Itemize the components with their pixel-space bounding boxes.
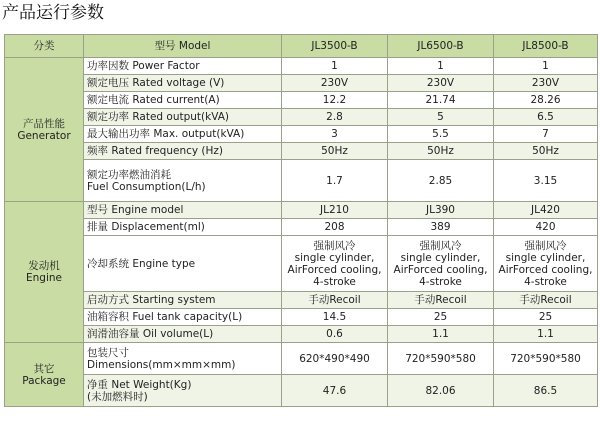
value-cell: JL390 <box>388 202 494 219</box>
param-cell: 最大输出功率 Max. output(kVA) <box>84 126 282 143</box>
value-cell: 1 <box>282 58 388 75</box>
value-cell: 12.2 <box>282 92 388 109</box>
param-line: 额定功率燃油消耗 <box>87 168 171 181</box>
value-cell: 25 <box>388 309 494 326</box>
param-cell: 润滑油容量 Oil volume(L) <box>84 326 282 343</box>
table-row <box>5 109 598 126</box>
group-package <box>5 343 84 407</box>
value-cell: 47.6 <box>282 375 388 407</box>
value-cell <box>494 236 598 292</box>
table-row <box>5 143 598 160</box>
value-cell: 手动Recoil <box>282 292 388 309</box>
param-cell: 频率 Rated frequency (Hz) <box>84 143 282 160</box>
param-cell: 型号 Engine model <box>84 202 282 219</box>
param-line: (未加燃料时) <box>87 390 148 403</box>
value-cell: 208 <box>282 219 388 236</box>
value-cell: JL420 <box>494 202 598 219</box>
value-cell: 手动Recoil <box>388 292 494 309</box>
table-row <box>5 219 598 236</box>
param-line: 包装尺寸 <box>87 346 129 359</box>
value-line: single cylinder, <box>294 251 375 264</box>
value-cell: 720*590*580 <box>388 343 494 375</box>
header-model-1: JL3500-B <box>282 35 388 58</box>
value-cell: 0.6 <box>282 326 388 343</box>
table-row <box>5 160 598 202</box>
table-row <box>5 58 598 75</box>
value-line: 4-stroke <box>524 275 567 288</box>
table-row <box>5 75 598 92</box>
param-cell: 额定电压 Rated voltage (V) <box>84 75 282 92</box>
value-line: AirForced cooling, <box>287 263 382 276</box>
value-cell <box>388 236 494 292</box>
value-cell: 2.85 <box>388 160 494 202</box>
value-cell: 28.26 <box>494 92 598 109</box>
group-label-en: Engine <box>26 272 62 284</box>
value-line: 4-stroke <box>419 275 462 288</box>
group-label-en: Package <box>22 374 66 387</box>
value-cell: 389 <box>388 219 494 236</box>
param-cell: 油箱容积 Fuel tank capacity(L) <box>84 309 282 326</box>
param-line: Fuel Consumption(L/h) <box>87 180 206 193</box>
value-cell <box>282 236 388 292</box>
header-model: 型号 Model <box>84 35 282 58</box>
group-label-cn: 产品性能 <box>23 117 65 130</box>
value-cell: 230V <box>388 75 494 92</box>
value-cell: 1.1 <box>494 326 598 343</box>
value-cell: 5.5 <box>388 126 494 143</box>
value-cell: 6.5 <box>494 109 598 126</box>
param-cell: 排量 Displacement(ml) <box>84 219 282 236</box>
param-cell <box>84 343 282 375</box>
group-engine <box>5 202 84 343</box>
value-line: 强制风冷 <box>313 239 356 252</box>
value-cell: 21.74 <box>388 92 494 109</box>
value-cell: 1.1 <box>388 326 494 343</box>
table-row <box>5 92 598 109</box>
value-cell: 3 <box>282 126 388 143</box>
value-line: single cylinder, <box>400 251 481 264</box>
group-label-cn: 其它 <box>33 362 55 375</box>
table-row <box>5 309 598 326</box>
param-line: Dimensions(mm×mm×mm) <box>87 358 236 371</box>
param-cell: 额定功率 Rated output(kVA) <box>84 109 282 126</box>
table-row <box>5 202 598 219</box>
value-cell: 50Hz <box>282 143 388 160</box>
param-cell: 启动方式 Starting system <box>84 292 282 309</box>
value-cell: 1 <box>494 58 598 75</box>
header-model-2: JL6500-B <box>388 35 494 58</box>
value-cell: 620*490*490 <box>282 343 388 375</box>
table-row <box>5 343 598 375</box>
param-cell <box>84 375 282 407</box>
value-cell: JL210 <box>282 202 388 219</box>
value-cell: 14.5 <box>282 309 388 326</box>
value-cell: 2.8 <box>282 109 388 126</box>
value-cell: 50Hz <box>494 143 598 160</box>
param-cell: 冷却系统 Engine type <box>84 236 282 292</box>
param-cell: 功率因数 Power Factor <box>84 58 282 75</box>
value-cell: 420 <box>494 219 598 236</box>
value-cell: 手动Recoil <box>494 292 598 309</box>
table-row <box>5 236 598 292</box>
value-cell: 1 <box>388 58 494 75</box>
value-cell: 25 <box>494 309 598 326</box>
page-title: 产品运行参数 <box>2 3 104 23</box>
value-line: single cylinder, <box>505 251 586 264</box>
header-row <box>5 35 598 58</box>
header-category: 分类 <box>5 35 84 58</box>
group-label-en: Generator <box>17 129 71 142</box>
value-cell: 50Hz <box>388 143 494 160</box>
group-label-cn: 发动机 <box>28 260 60 272</box>
table-row <box>5 326 598 343</box>
value-cell: 720*590*580 <box>494 343 598 375</box>
param-cell: 额定电流 Rated current(A) <box>84 92 282 109</box>
table-row <box>5 292 598 309</box>
value-cell: 3.15 <box>494 160 598 202</box>
value-cell: 82.06 <box>388 375 494 407</box>
value-line: 4-stroke <box>313 275 356 288</box>
value-line: AirForced cooling, <box>393 263 488 276</box>
value-cell: 230V <box>282 75 388 92</box>
table-row <box>5 126 598 143</box>
param-line: 净重 Net Weight(Kg) <box>87 378 192 391</box>
value-line: 强制风冷 <box>419 239 462 252</box>
value-cell: 5 <box>388 109 494 126</box>
spec-table <box>4 34 598 407</box>
header-model-3: JL8500-B <box>494 35 598 58</box>
value-line: AirForced cooling, <box>498 263 593 276</box>
value-cell: 7 <box>494 126 598 143</box>
value-cell: 230V <box>494 75 598 92</box>
value-line: 强制风冷 <box>524 239 567 252</box>
value-cell: 86.5 <box>494 375 598 407</box>
param-cell <box>84 160 282 202</box>
value-cell: 1.7 <box>282 160 388 202</box>
group-generator <box>5 58 84 202</box>
table-row <box>5 375 598 407</box>
